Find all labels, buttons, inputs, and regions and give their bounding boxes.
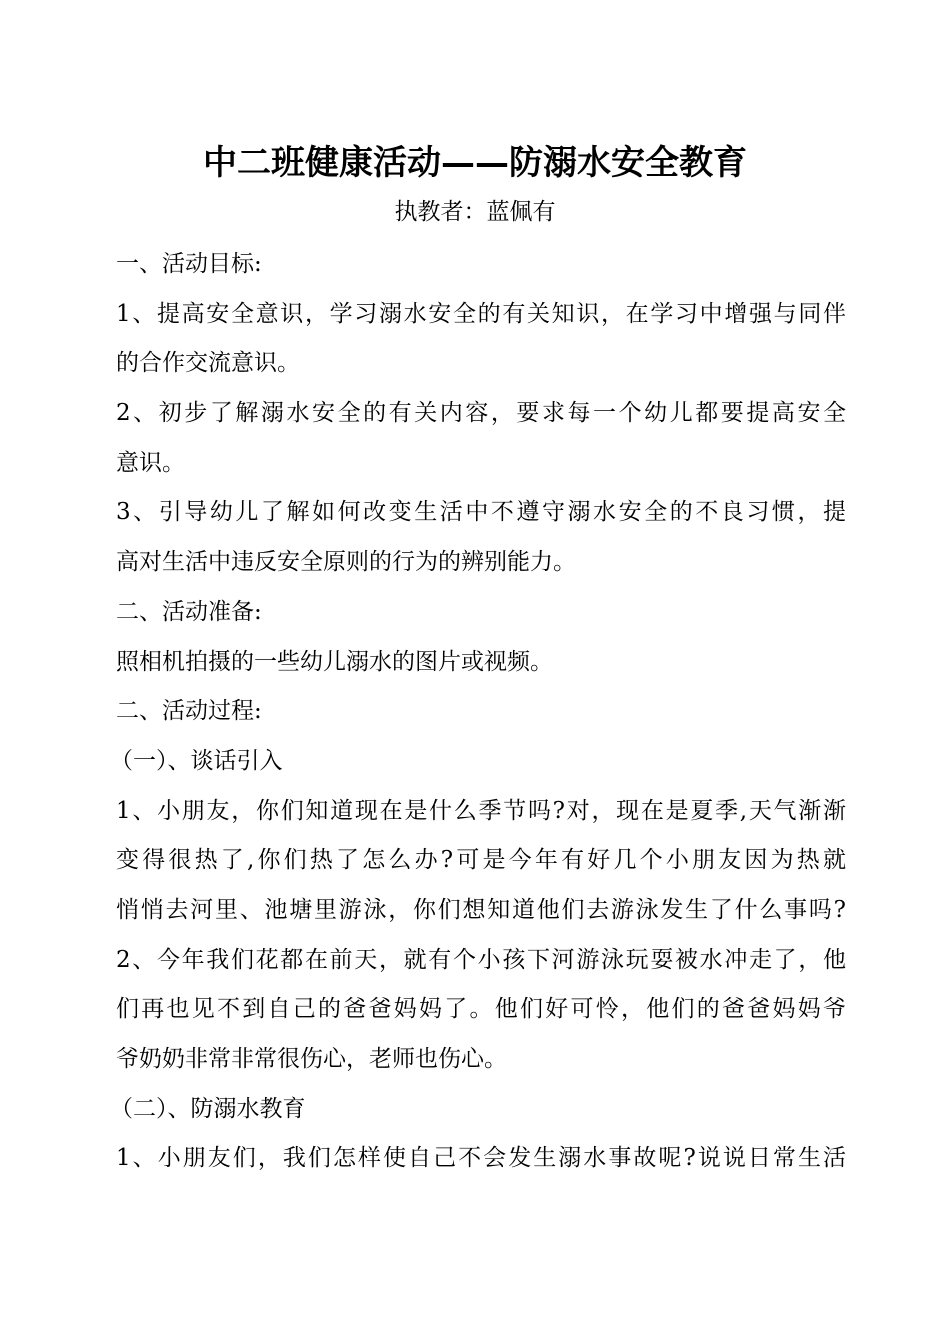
body-line: （二）、防溺水教育 <box>110 1095 306 1122</box>
body-line: 的合作交流意识。 <box>116 350 300 377</box>
body-line: 二、活动准备: <box>116 598 262 625</box>
body-line: 照相机拍摄的一些幼儿溺水的图片或视频。 <box>116 648 553 675</box>
body-line: 悄悄去河里、池塘里游泳，你们想知道他们去游泳发生了什么事吗? <box>116 896 846 923</box>
body-line: 高对生活中违反安全原则的行为的辨别能力。 <box>116 549 576 576</box>
body-line: 1、小朋友，你们知道现在是什么季节吗?对，现在是夏季,天气渐渐 <box>116 797 846 824</box>
body-line: 一、活动目标: <box>116 251 262 277</box>
body-line: （一）、谈话引入 <box>110 747 283 774</box>
body-line: 二、活动过程: <box>116 698 262 725</box>
body-line: 们再也见不到自己的爸爸妈妈了。他们好可怜，他们的爸爸妈妈爷 <box>116 996 846 1023</box>
body-line: 2、初步了解溺水安全的有关内容，要求每一个幼儿都要提高安全 <box>116 400 846 427</box>
body-line: 3、引导幼儿了解如何改变生活中不遵守溺水安全的不良习惯，提 <box>116 499 846 526</box>
body-line: 1、提高安全意识，学习溺水安全的有关知识，在学习中增强与同伴 <box>116 300 846 327</box>
document-title: 中二班健康活动——防溺水安全教育 <box>203 143 747 183</box>
body-line: 2、今年我们花都在前天，就有个小孩下河游泳玩耍被水冲走了，他 <box>116 946 846 973</box>
body-line: 意识。 <box>116 449 185 476</box>
document-body <box>110 240 846 1184</box>
body-line: 爷奶奶非常非常很伤心，老师也伤心。 <box>116 1046 507 1072</box>
document-author: 执教者：蓝佩有 <box>394 199 556 225</box>
body-line: 1、小朋友们，我们怎样使自己不会发生溺水事故呢?说说日常生活 <box>116 1145 846 1172</box>
body-line: 变得很热了,你们热了怎么办?可是今年有好几个小朋友因为热就 <box>116 847 846 874</box>
